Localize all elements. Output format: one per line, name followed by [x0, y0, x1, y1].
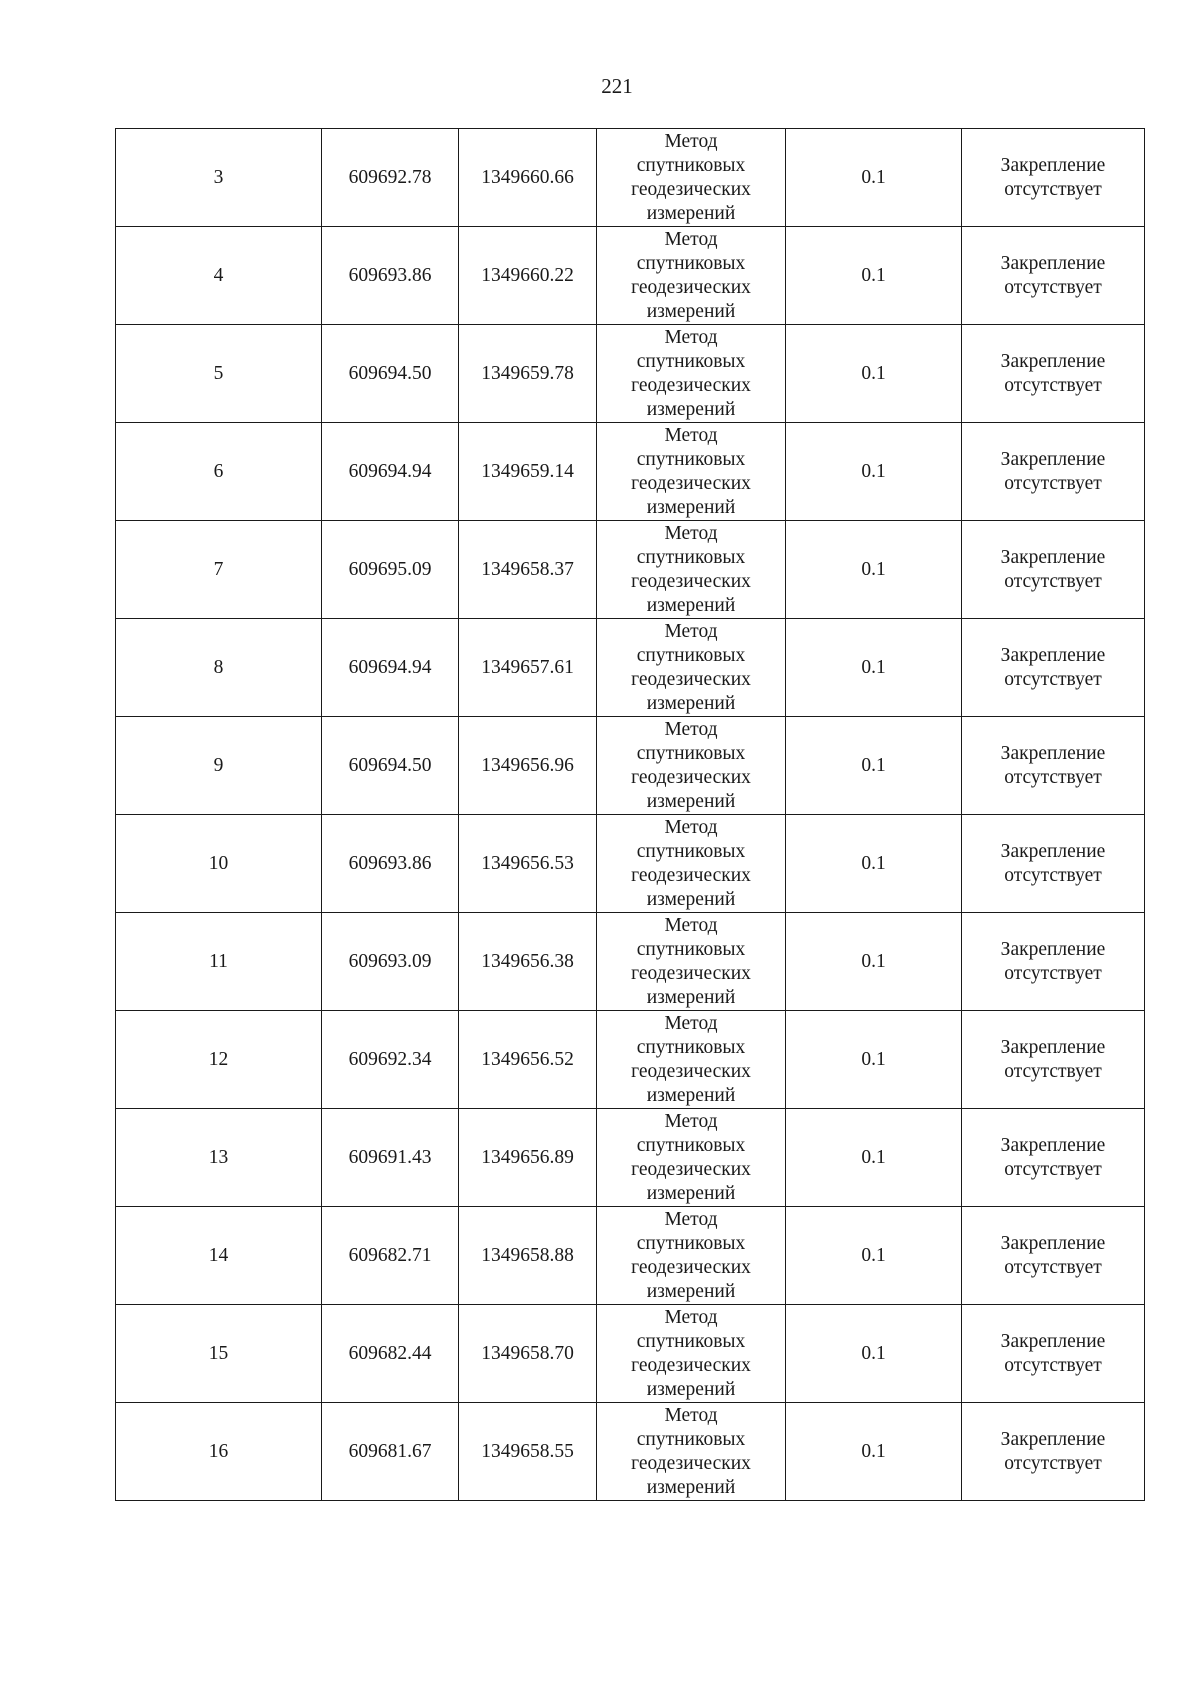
method-line: Метод — [664, 1208, 718, 1230]
fixing-line: отсутствует — [1004, 1158, 1102, 1180]
fixing-cell — [962, 1109, 1145, 1207]
table-row — [116, 521, 1145, 619]
fixing-line: отсутствует — [1004, 1060, 1102, 1082]
fixing-line: Закрепление — [1000, 1134, 1106, 1156]
y-coordinate-cell: 1349656.96 — [459, 717, 597, 815]
method-line: геодезических — [631, 668, 751, 690]
fixing-line: отсутствует — [1004, 570, 1102, 592]
fixing-line: Закрепление — [1000, 1232, 1106, 1254]
y-coordinate-cell: 1349656.52 — [459, 1011, 597, 1109]
fixing-line: Закрепление — [1000, 1036, 1106, 1058]
fixing-cell — [962, 325, 1145, 423]
x-coordinate-cell: 609682.71 — [322, 1207, 459, 1305]
y-coordinate-cell: 1349658.70 — [459, 1305, 597, 1403]
table-row — [116, 717, 1145, 815]
method-cell — [597, 325, 786, 423]
x-coordinate-cell: 609691.43 — [322, 1109, 459, 1207]
x-coordinate-cell: 609682.44 — [322, 1305, 459, 1403]
method-line: Метод — [664, 1306, 718, 1328]
accuracy-cell: 0.1 — [786, 423, 962, 521]
method-cell — [597, 1011, 786, 1109]
method-line: спутниковых — [636, 742, 746, 764]
table-row — [116, 1207, 1145, 1305]
table-row — [116, 1403, 1145, 1501]
fixing-cell — [962, 521, 1145, 619]
method-line: Метод — [664, 914, 718, 936]
fixing-line: Закрепление — [1000, 1428, 1106, 1450]
point-number-cell: 13 — [116, 1109, 322, 1207]
method-line: измерений — [646, 1084, 736, 1106]
fixing-line: отсутствует — [1004, 374, 1102, 396]
table-row — [116, 913, 1145, 1011]
method-line: измерений — [646, 496, 736, 518]
method-line: измерений — [646, 594, 736, 616]
y-coordinate-cell: 1349656.89 — [459, 1109, 597, 1207]
x-coordinate-cell: 609692.78 — [322, 129, 459, 227]
method-line: геодезических — [631, 864, 751, 886]
method-line: измерений — [646, 1280, 736, 1302]
x-coordinate-cell: 609694.50 — [322, 717, 459, 815]
method-line: геодезических — [631, 962, 751, 984]
fixing-cell — [962, 619, 1145, 717]
y-coordinate-cell: 1349659.14 — [459, 423, 597, 521]
method-line: Метод — [664, 326, 718, 348]
accuracy-cell: 0.1 — [786, 129, 962, 227]
accuracy-cell: 0.1 — [786, 1207, 962, 1305]
fixing-cell — [962, 1305, 1145, 1403]
point-number-cell: 11 — [116, 913, 322, 1011]
fixing-line: Закрепление — [1000, 644, 1106, 666]
method-line: спутниковых — [636, 154, 746, 176]
fixing-line: Закрепление — [1000, 742, 1106, 764]
fixing-cell — [962, 815, 1145, 913]
table-body — [116, 129, 1145, 1501]
point-number-cell: 6 — [116, 423, 322, 521]
fixing-cell — [962, 129, 1145, 227]
point-number-cell: 7 — [116, 521, 322, 619]
method-line: геодезических — [631, 374, 751, 396]
fixing-line: Закрепление — [1000, 448, 1106, 470]
method-line: измерений — [646, 202, 736, 224]
method-line: спутниковых — [636, 938, 746, 960]
method-line: спутниковых — [636, 1428, 746, 1450]
method-line: измерений — [646, 1182, 736, 1204]
x-coordinate-cell: 609693.86 — [322, 815, 459, 913]
y-coordinate-cell: 1349658.88 — [459, 1207, 597, 1305]
fixing-line: отсутствует — [1004, 864, 1102, 886]
y-coordinate-cell: 1349656.53 — [459, 815, 597, 913]
fixing-cell — [962, 717, 1145, 815]
table-row — [116, 325, 1145, 423]
method-line: спутниковых — [636, 350, 746, 372]
accuracy-cell: 0.1 — [786, 1011, 962, 1109]
method-line: геодезических — [631, 1158, 751, 1180]
point-number-cell: 12 — [116, 1011, 322, 1109]
method-line: геодезических — [631, 570, 751, 592]
fixing-line: отсутствует — [1004, 276, 1102, 298]
fixing-line: отсутствует — [1004, 472, 1102, 494]
method-cell — [597, 619, 786, 717]
table-row — [116, 1109, 1145, 1207]
method-cell — [597, 423, 786, 521]
table-row — [116, 227, 1145, 325]
fixing-cell — [962, 423, 1145, 521]
x-coordinate-cell: 609694.94 — [322, 423, 459, 521]
coordinates-table — [115, 128, 1145, 1501]
table-row — [116, 1305, 1145, 1403]
page-number: 221 — [601, 74, 633, 98]
method-line: Метод — [664, 1404, 718, 1426]
accuracy-cell: 0.1 — [786, 815, 962, 913]
method-line: Метод — [664, 718, 718, 740]
table-row — [116, 129, 1145, 227]
fixing-line: отсутствует — [1004, 962, 1102, 984]
fixing-line: Закрепление — [1000, 252, 1106, 274]
method-line: Метод — [664, 1110, 718, 1132]
method-line: Метод — [664, 620, 718, 642]
method-line: спутниковых — [636, 546, 746, 568]
method-cell — [597, 1403, 786, 1501]
method-line: измерений — [646, 300, 736, 322]
method-line: Метод — [664, 816, 718, 838]
y-coordinate-cell: 1349658.55 — [459, 1403, 597, 1501]
y-coordinate-cell: 1349657.61 — [459, 619, 597, 717]
point-number-cell: 9 — [116, 717, 322, 815]
method-line: геодезических — [631, 766, 751, 788]
fixing-line: отсутствует — [1004, 668, 1102, 690]
method-cell — [597, 227, 786, 325]
method-line: Метод — [664, 1012, 718, 1034]
fixing-line: отсутствует — [1004, 1256, 1102, 1278]
point-number-cell: 10 — [116, 815, 322, 913]
accuracy-cell: 0.1 — [786, 1305, 962, 1403]
point-number-cell: 15 — [116, 1305, 322, 1403]
fixing-cell — [962, 1403, 1145, 1501]
x-coordinate-cell: 609692.34 — [322, 1011, 459, 1109]
method-line: спутниковых — [636, 1330, 746, 1352]
method-cell — [597, 1305, 786, 1403]
method-cell — [597, 1109, 786, 1207]
method-line: геодезических — [631, 1060, 751, 1082]
method-line: измерений — [646, 888, 736, 910]
method-line: Метод — [664, 228, 718, 250]
point-number-cell: 3 — [116, 129, 322, 227]
fixing-line: отсутствует — [1004, 1354, 1102, 1376]
method-line: спутниковых — [636, 1134, 746, 1156]
fixing-line: Закрепление — [1000, 840, 1106, 862]
method-line: измерений — [646, 986, 736, 1008]
accuracy-cell: 0.1 — [786, 521, 962, 619]
fixing-line: отсутствует — [1004, 766, 1102, 788]
method-line: измерений — [646, 1476, 736, 1498]
fixing-line: Закрепление — [1000, 546, 1106, 568]
accuracy-cell: 0.1 — [786, 325, 962, 423]
fixing-line: Закрепление — [1000, 154, 1106, 176]
point-number-cell: 5 — [116, 325, 322, 423]
x-coordinate-cell: 609694.50 — [322, 325, 459, 423]
method-line: спутниковых — [636, 840, 746, 862]
method-line: измерений — [646, 398, 736, 420]
fixing-line: Закрепление — [1000, 350, 1106, 372]
x-coordinate-cell: 609693.09 — [322, 913, 459, 1011]
method-line: спутниковых — [636, 252, 746, 274]
method-cell — [597, 521, 786, 619]
method-line: Метод — [664, 424, 718, 446]
x-coordinate-cell: 609693.86 — [322, 227, 459, 325]
method-line: спутниковых — [636, 644, 746, 666]
fixing-cell — [962, 1207, 1145, 1305]
method-cell — [597, 1207, 786, 1305]
method-line: измерений — [646, 790, 736, 812]
fixing-line: Закрепление — [1000, 1330, 1106, 1352]
method-line: геодезических — [631, 1256, 751, 1278]
method-line: геодезических — [631, 276, 751, 298]
method-line: спутниковых — [636, 1232, 746, 1254]
point-number-cell: 8 — [116, 619, 322, 717]
method-cell — [597, 815, 786, 913]
fixing-line: отсутствует — [1004, 1452, 1102, 1474]
y-coordinate-cell: 1349659.78 — [459, 325, 597, 423]
fixing-cell — [962, 227, 1145, 325]
accuracy-cell: 0.1 — [786, 1403, 962, 1501]
x-coordinate-cell: 609681.67 — [322, 1403, 459, 1501]
method-cell — [597, 913, 786, 1011]
table-row — [116, 423, 1145, 521]
method-cell — [597, 129, 786, 227]
method-line: Метод — [664, 522, 718, 544]
method-line: геодезических — [631, 472, 751, 494]
y-coordinate-cell: 1349660.22 — [459, 227, 597, 325]
point-number-cell: 4 — [116, 227, 322, 325]
fixing-line: отсутствует — [1004, 178, 1102, 200]
y-coordinate-cell: 1349658.37 — [459, 521, 597, 619]
accuracy-cell: 0.1 — [786, 913, 962, 1011]
method-line: геодезических — [631, 1354, 751, 1376]
method-line: спутниковых — [636, 448, 746, 470]
fixing-line: Закрепление — [1000, 938, 1106, 960]
method-line: спутниковых — [636, 1036, 746, 1058]
method-cell — [597, 717, 786, 815]
table-row — [116, 815, 1145, 913]
y-coordinate-cell: 1349660.66 — [459, 129, 597, 227]
x-coordinate-cell: 609694.94 — [322, 619, 459, 717]
fixing-cell — [962, 913, 1145, 1011]
method-line: геодезических — [631, 1452, 751, 1474]
point-number-cell: 14 — [116, 1207, 322, 1305]
method-line: измерений — [646, 692, 736, 714]
method-line: геодезических — [631, 178, 751, 200]
fixing-cell — [962, 1011, 1145, 1109]
accuracy-cell: 0.1 — [786, 717, 962, 815]
accuracy-cell: 0.1 — [786, 1109, 962, 1207]
table-row — [116, 619, 1145, 717]
accuracy-cell: 0.1 — [786, 227, 962, 325]
y-coordinate-cell: 1349656.38 — [459, 913, 597, 1011]
method-line: измерений — [646, 1378, 736, 1400]
x-coordinate-cell: 609695.09 — [322, 521, 459, 619]
method-line: Метод — [664, 130, 718, 152]
point-number-cell: 16 — [116, 1403, 322, 1501]
accuracy-cell: 0.1 — [786, 619, 962, 717]
table-row — [116, 1011, 1145, 1109]
